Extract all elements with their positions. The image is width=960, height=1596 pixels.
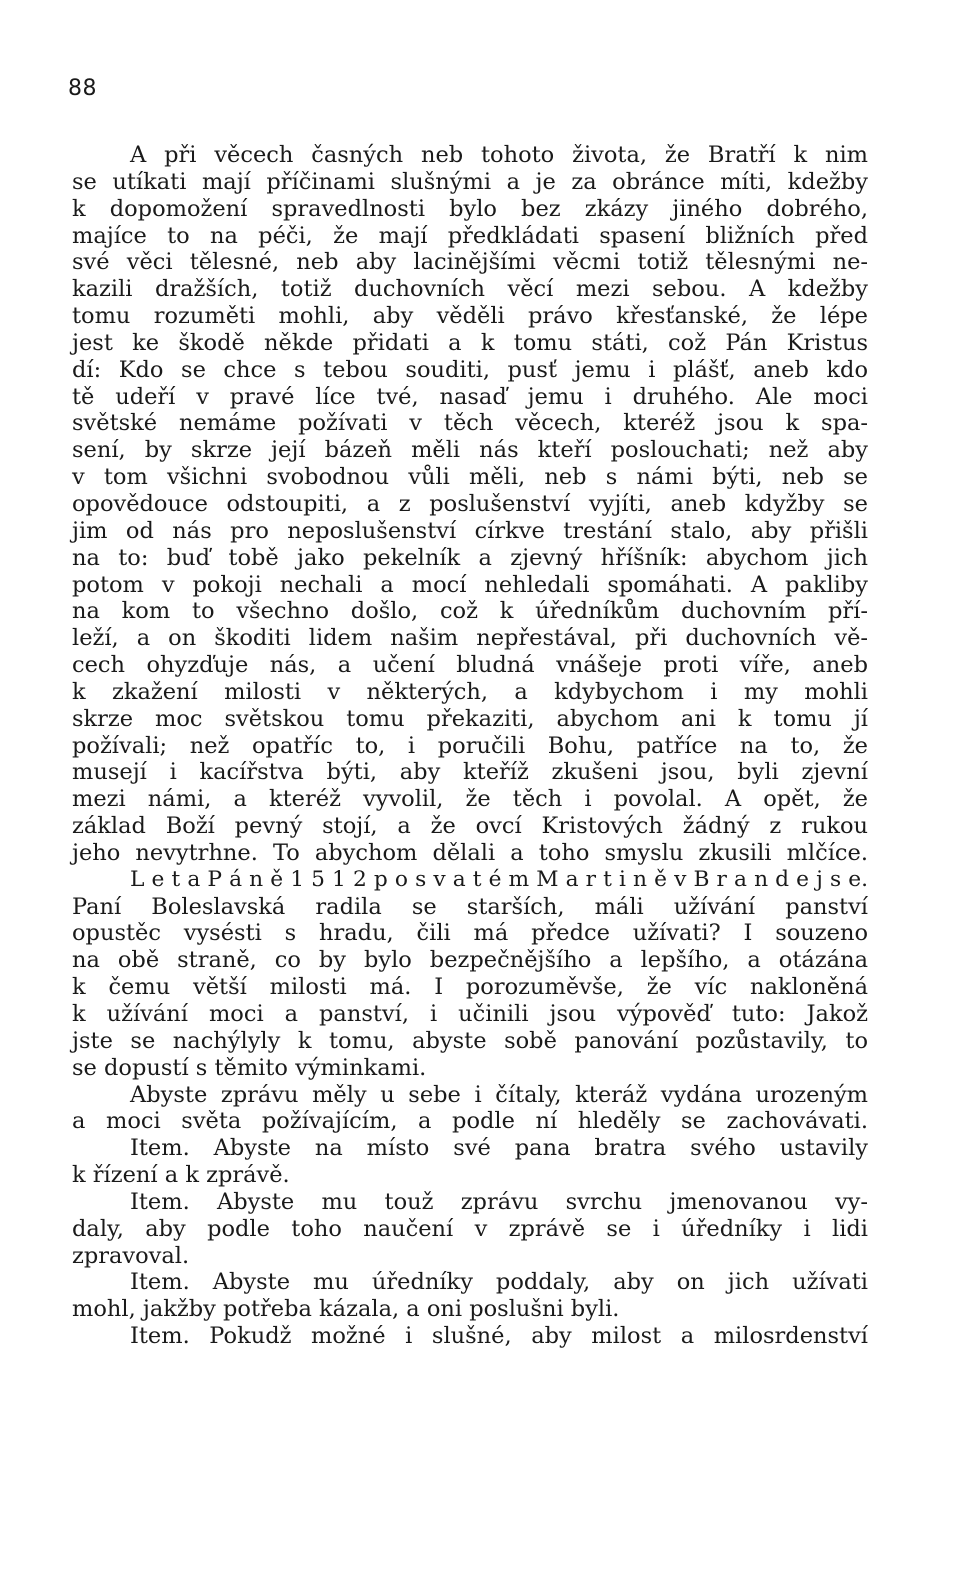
text-line: světské nemáme požívati v těch věcech, kteréž jsou k spa- bbox=[72, 410, 868, 437]
text-line: Item. Abyste na místo své pana bratra svého ustavily bbox=[130, 1135, 868, 1162]
text-line: v tom všichni svobodnou vůli měli, neb s námi býti, neb se bbox=[72, 464, 868, 491]
text-line: L e t a P á n ě 1 5 1 2 p o s v a t é m M a r t i n ě v B r a n d e j s e. bbox=[130, 866, 868, 892]
text-line: jste se nachýlyly k tomu, abyste sobě panování pozůstavily, to bbox=[72, 1027, 868, 1054]
text-line: mohl, jakžby potřeba kázala, a oni poslušni byli. bbox=[72, 1296, 620, 1323]
text-line: jest ke škodě někde přidati a k tomu státi, což Pán Kristus bbox=[72, 329, 868, 356]
text-line: k dopomožení spravedlnosti bylo bez zkázy jiného dobrého, bbox=[72, 195, 868, 222]
text-line: zpravoval. bbox=[72, 1242, 190, 1269]
text-line: A při věcech časných neb tohoto života, že Bratří k nim bbox=[130, 142, 868, 168]
text-line: se utíkati mají příčinami slušnými a je za obránce míti, kdežby bbox=[72, 168, 868, 195]
text-line: tě udeří v pravé líce tvé, nasaď jemu i druhého. Ale moci bbox=[72, 383, 868, 410]
text-line: na to: buď tobě jako pekelník a zjevný hříšník: abychom jich bbox=[72, 544, 868, 571]
text-line: leží, a on škoditi lidem našim nepřestával, při duchovních vě- bbox=[72, 625, 868, 652]
text-line: dí: Kdo se chce s tebou souditi, pusť jemu i plášť, aneb kdo bbox=[72, 356, 868, 383]
text-line: k užívání moci a panství, i učinili jsou výpověď tuto: Jakož bbox=[72, 1001, 868, 1027]
text-line: na kom to všechno došlo, což k úředníkům duchovním pří- bbox=[72, 598, 868, 625]
text-line: mezi námi, a kteréž vyvolil, že těch i povolal. A opět, že bbox=[72, 786, 868, 813]
text-line: potom v pokoji nechali a mocí nehledali spomáhati. A pakliby bbox=[72, 571, 868, 598]
text-line: na obě straně, co by bylo bezpečnějšího a lepšího, a otázána bbox=[72, 947, 868, 974]
text-line: opustěc vysésti s hradu, čili má předce užívati? I souzeno bbox=[72, 920, 868, 947]
text-line: musejí i kacířstva býti, aby kteříž zkušeni jsou, byli zjevní bbox=[72, 759, 868, 786]
text-line: jim od nás pro neposlušenství církve trestání stalo, aby přišli bbox=[72, 517, 868, 544]
body-text bbox=[72, 142, 868, 1350]
text-line: daly, aby podle toho naučení v zprávě se i úředníky i lidi bbox=[72, 1215, 868, 1242]
text-line: Item. Abyste mu úředníky poddaly, aby on jich užívati bbox=[130, 1269, 868, 1296]
page-number: 88 bbox=[68, 76, 97, 101]
text-line: Item. Pokudž možné i slušné, aby milost a milosrdenství bbox=[130, 1323, 868, 1350]
text-line: jeho nevytrhne. To abychom dělali a toho smyslu zkusili mlčíce. bbox=[72, 839, 868, 866]
text-line: Item. Abyste mu touž zprávu svrchu jmenovanou vy- bbox=[130, 1188, 868, 1215]
text-line: a moci světa požívajícím, a podle ní hleděly se zachovávati. bbox=[72, 1108, 868, 1135]
text-line: své věci tělesné, neb aby lacinějšími věcmi totiž tělesnými ne- bbox=[72, 249, 868, 276]
text-line: požívali; než opatříc to, i poručili Bohu, patříce na to, že bbox=[72, 732, 868, 759]
text-line: cech ohyzďuje nás, a učení bludná vnášeje proti víře, aneb bbox=[72, 652, 868, 679]
text-line: k zkažení milosti v některých, a kdybychom i my mohli bbox=[72, 678, 868, 705]
text-line: majíce to na péči, že mají předkládati spasení bližních před bbox=[72, 222, 868, 249]
text-line: k čemu větší milosti má. I porozuměvše, že víc nakloněná bbox=[72, 974, 868, 1001]
text-line: Abyste zprávu měly u sebe i čítaly, kteráž vydána urozeným bbox=[130, 1081, 868, 1108]
text-line: k řízení a k zprávě. bbox=[72, 1162, 290, 1189]
text-line: se dopustí s těmito výminkami. bbox=[72, 1054, 427, 1081]
text-line: Paní Boleslavská radila se starších, máli užívání panství bbox=[72, 893, 868, 920]
text-line: sení, by skrze její bázeň měli nás kteří poslouchati; než aby bbox=[72, 437, 868, 464]
text-line: tomu rozuměti mohli, aby věděli právo křesťanské, že lépe bbox=[72, 303, 868, 330]
text-line: opovědouce odstoupiti, a z poslušenství vyjíti, aneb kdyžby se bbox=[72, 490, 868, 517]
text-line: kazili dražších, totiž duchovních věcí mezi sebou. A kdežby bbox=[72, 276, 868, 303]
text-line: základ Boží pevný stojí, a že ovcí Kristových žádný z rukou bbox=[72, 813, 868, 840]
text-line: skrze moc světskou tomu překaziti, abychom ani k tomu jí bbox=[72, 705, 868, 732]
